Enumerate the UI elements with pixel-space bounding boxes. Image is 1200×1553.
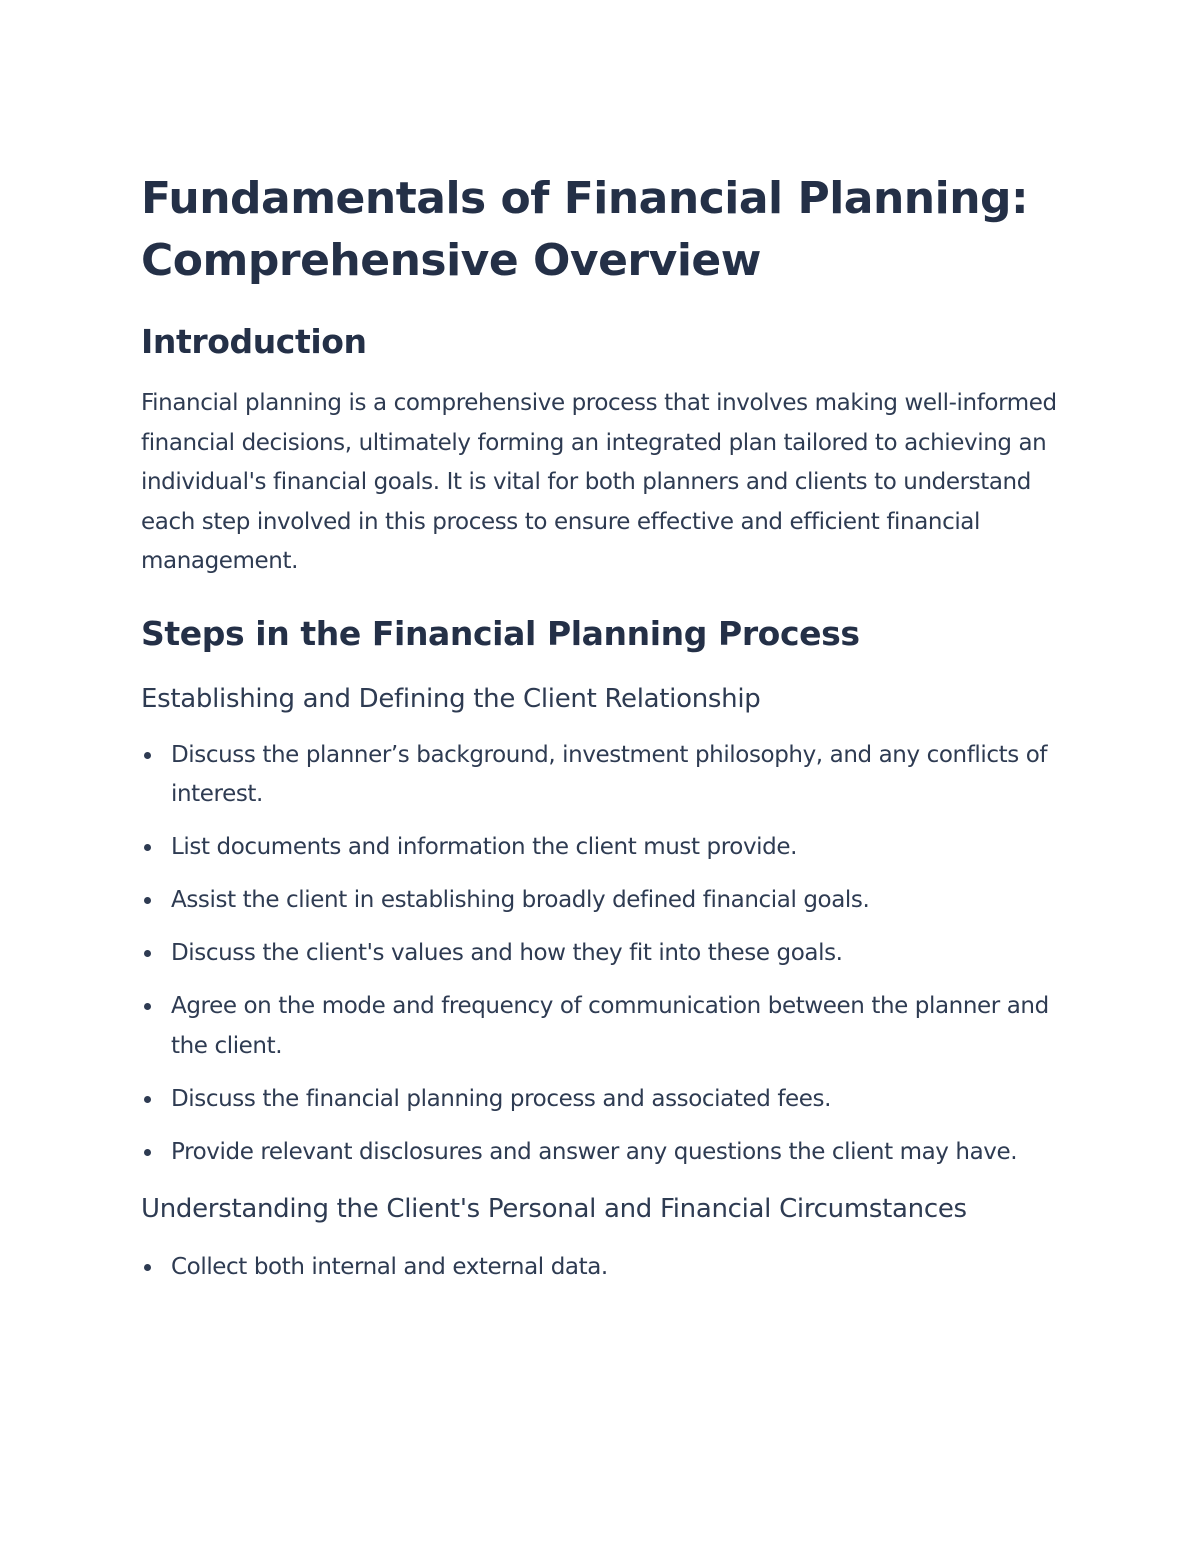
list-item bbox=[141, 934, 1061, 974]
list-item bbox=[141, 1133, 1061, 1173]
steps-heading: Steps in the Financial Planning Process bbox=[141, 613, 860, 653]
section-heading-client-circumstances: Understanding the Client's Personal and Financial Circumstances bbox=[141, 1194, 967, 1224]
list-item-text: Discuss the planner’s background, investment philosophy, and any conflicts of interest. bbox=[171, 741, 1048, 807]
client-relationship-list bbox=[141, 736, 1061, 1173]
bullet-icon bbox=[144, 1264, 151, 1271]
list-item bbox=[141, 736, 1061, 815]
list-item-text: Discuss the financial planning process and associated fees. bbox=[171, 1085, 832, 1112]
list-item bbox=[141, 987, 1061, 1066]
list-item bbox=[141, 881, 1061, 921]
bullet-icon bbox=[144, 1003, 151, 1010]
list-item bbox=[141, 1080, 1061, 1120]
bullet-icon bbox=[144, 897, 151, 904]
list-item-text: Provide relevant disclosures and answer any questions the client may have. bbox=[171, 1138, 1018, 1165]
list-item-text: Discuss the client's values and how they fit into these goals. bbox=[171, 940, 843, 966]
bullet-icon bbox=[144, 752, 151, 759]
list-item-text: Collect both internal and external data. bbox=[171, 1254, 608, 1280]
client-circumstances-list bbox=[141, 1248, 1061, 1288]
section-heading-client-relationship: Establishing and Defining the Client Relationship bbox=[141, 683, 761, 714]
intro-paragraph: Financial planning is a comprehensive process that involves making well-informed financial decisions, ultimately forming an integrated plan tailored to achieving an individual's financial goals. It is vital for both planners and clients to understand each step involved in this process to ensure effective and efficient financial management. bbox=[141, 390, 1057, 574]
list-item-text: List documents and information the client must provide. bbox=[171, 834, 798, 860]
intro-heading: Introduction bbox=[141, 322, 367, 361]
bullet-icon bbox=[144, 1149, 151, 1156]
document-title: Fundamentals of Financial Planning: Comprehensive Overview bbox=[141, 173, 1029, 286]
list-item-text: Assist the client in establishing broadly defined financial goals. bbox=[171, 887, 870, 913]
bullet-icon bbox=[144, 1096, 151, 1103]
list-item-text: Agree on the mode and frequency of communication between the planner and the client. bbox=[171, 993, 1049, 1059]
bullet-icon bbox=[144, 950, 151, 957]
bullet-icon bbox=[144, 844, 151, 851]
list-item bbox=[141, 1248, 1061, 1288]
document-page bbox=[141, 168, 1061, 1301]
list-item bbox=[141, 828, 1061, 868]
